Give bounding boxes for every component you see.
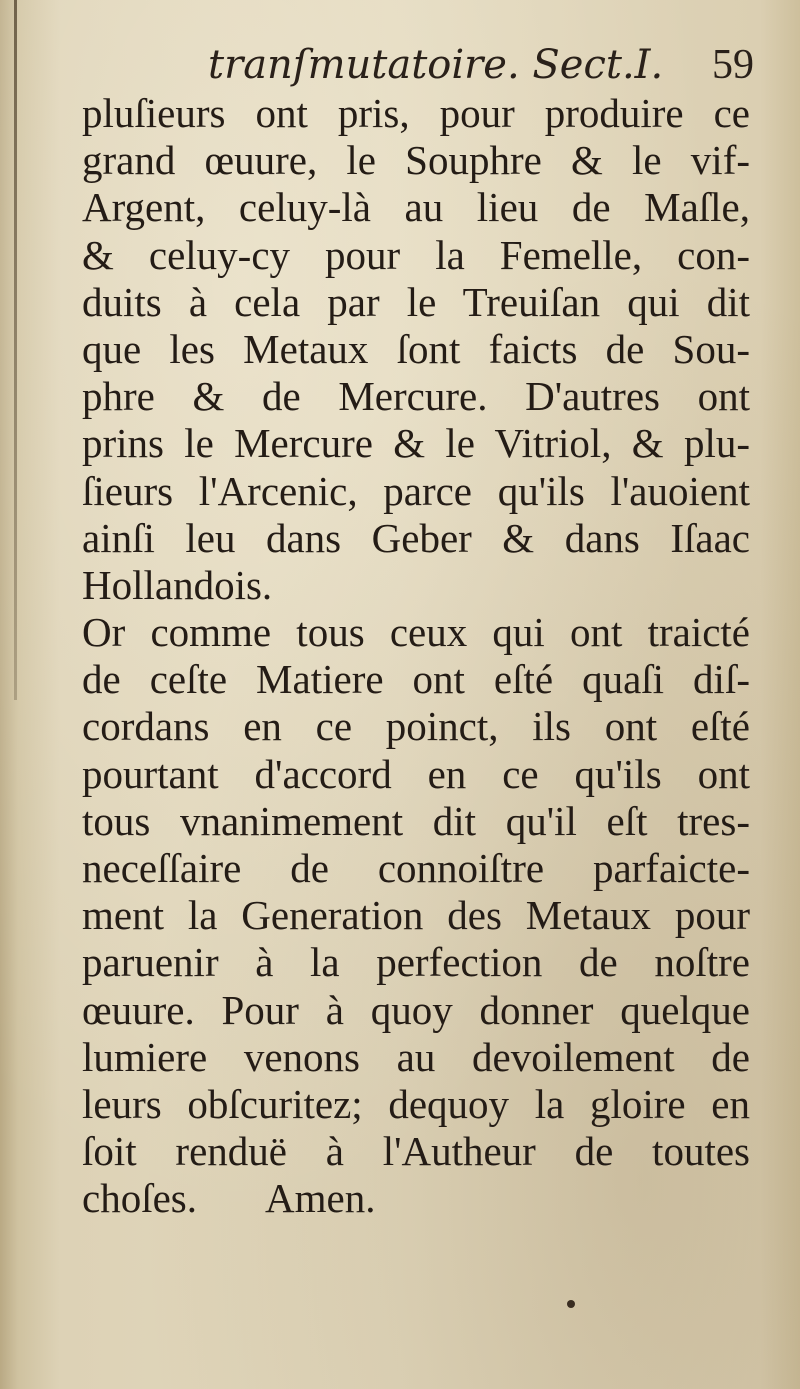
running-head <box>0 40 800 90</box>
text-line: pourtant d'accord en ce qu'ils ont <box>82 750 750 797</box>
text-line: lumiere venons au devoilement de <box>82 1033 750 1080</box>
text-line: grand œuure, le Souphre & le vif- <box>82 137 750 184</box>
text-line: neceſſaire de connoiſtre parfaicte- <box>82 845 750 891</box>
text-line: paruenir à la perfection de noſtre <box>82 939 750 986</box>
text-line: ainſi leu dans Geber & dans Iſaac <box>82 514 750 561</box>
text-line: prins le Mercure & le Vitriol, & plu- <box>82 420 750 467</box>
text-line: leurs obſcuritez; dequoy la gloire en <box>82 1080 750 1127</box>
text-line: ment la Generation des Metaux pour <box>82 892 750 939</box>
text-line: Argent, celuy-là au lieu de Maſle, <box>82 184 750 231</box>
text-line: ſieurs l'Arcenic, parce qu'ils l'auoient <box>82 467 750 514</box>
running-head-title: tranſmutatoire. Sect.I. <box>208 42 664 88</box>
text-line: cordans en ce poinct, ils ont eſté <box>82 703 750 750</box>
amen-word: Amen. <box>265 1175 376 1222</box>
page-number: 59 <box>712 42 754 88</box>
text-line: ſoit renduë à l'Autheur de toutes <box>82 1128 750 1175</box>
text-line: que les Metaux ſont faicts de Sou- <box>82 325 750 372</box>
closing-line <box>82 1175 750 1222</box>
binding-shadow <box>14 0 17 700</box>
text-line: de ceſte Matiere ont eſté quaſi diſ- <box>82 656 750 703</box>
text-line: pluſieurs ont pris, pour produire ce <box>82 90 750 136</box>
text-line: phre & de Mercure. D'autres ont <box>82 373 750 420</box>
closing-word: choſes. <box>82 1175 197 1222</box>
text-line: & celuy-cy pour la Femelle, con- <box>82 231 750 278</box>
body-text <box>82 90 750 1223</box>
ink-dot-ornament <box>567 1300 575 1308</box>
text-line: œuure. Pour à quoy donner quelque <box>82 986 750 1033</box>
text-line: tous vnanimement dit qu'il eſt tres- <box>82 797 750 844</box>
text-line: duits à cela par le Treuiſan qui dit <box>82 278 750 325</box>
paragraph-end-line: Hollandois. <box>82 561 273 608</box>
text-line: Or comme tous ceux qui ont traicté <box>82 609 750 656</box>
